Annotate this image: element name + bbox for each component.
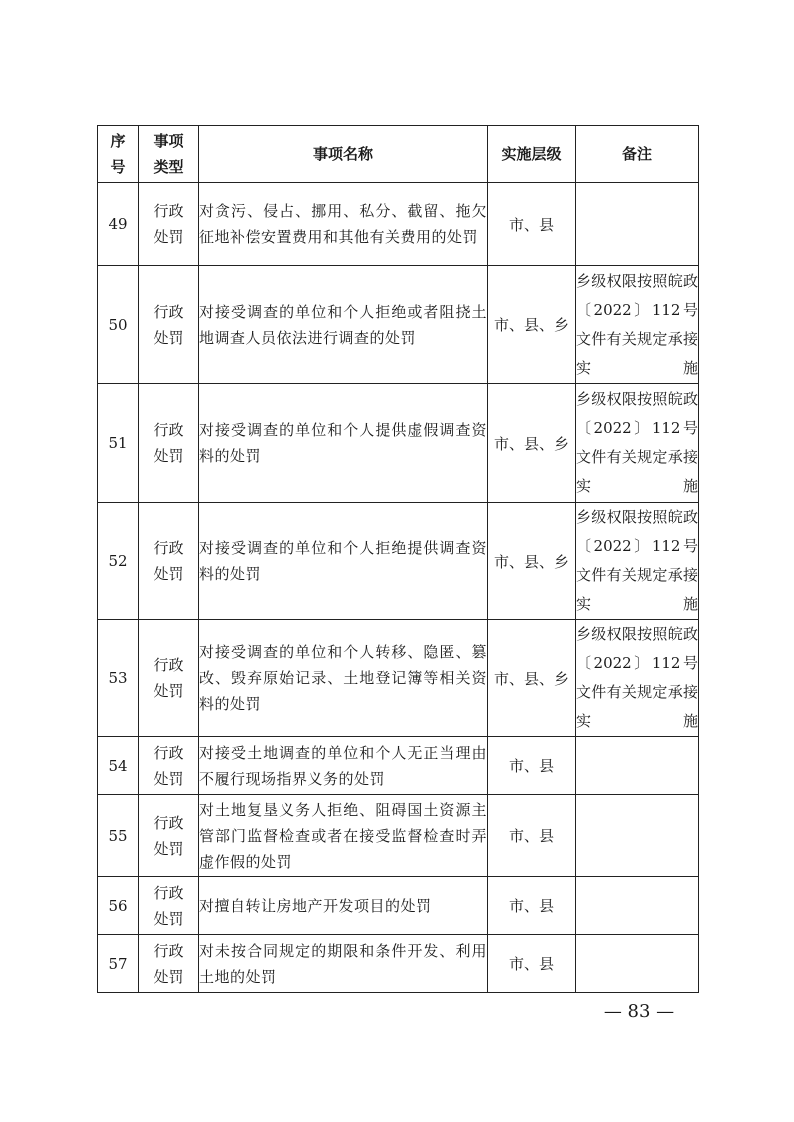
row-type: 行政处罚 <box>139 737 199 795</box>
row-type: 行政处罚 <box>139 503 199 620</box>
table-row <box>98 737 699 795</box>
row-type: 行政处罚 <box>139 266 199 384</box>
row-type: 行政处罚 <box>139 935 199 993</box>
table-row <box>98 877 699 935</box>
page-number: — 83 — <box>603 1001 675 1022</box>
row-seq: 52 <box>98 503 139 620</box>
header-seq: 序号 <box>98 126 139 183</box>
row-seq: 57 <box>98 935 139 993</box>
row-note <box>576 795 699 877</box>
row-level: 市、县 <box>488 877 576 935</box>
row-name: 对贪污、侵占、挪用、私分、截留、拖欠征地补偿安置费用和其他有关费用的处罚 <box>199 183 488 266</box>
row-name: 对接受调查的单位和个人转移、隐匿、篡改、毁弃原始记录、土地登记簿等相关资料的处罚 <box>199 620 488 737</box>
row-note <box>576 935 699 993</box>
row-note: 乡级权限按照皖政〔2022〕112号文件有关规定承接实施 <box>576 503 699 620</box>
table-row <box>98 183 699 266</box>
row-seq: 56 <box>98 877 139 935</box>
table-row <box>98 384 699 503</box>
row-seq: 49 <box>98 183 139 266</box>
table-row <box>98 503 699 620</box>
row-type: 行政处罚 <box>139 384 199 503</box>
header-level: 实施层级 <box>488 126 576 183</box>
row-name: 对接受调查的单位和个人提供虚假调查资料的处罚 <box>199 384 488 503</box>
row-level: 市、县、乡 <box>488 620 576 737</box>
row-seq: 51 <box>98 384 139 503</box>
row-level: 市、县、乡 <box>488 503 576 620</box>
row-name: 对接受调查的单位和个人拒绝或者阻挠土地调查人员依法进行调查的处罚 <box>199 266 488 384</box>
row-type: 行政处罚 <box>139 183 199 266</box>
matters-table <box>97 125 699 993</box>
table-row <box>98 935 699 993</box>
row-seq: 50 <box>98 266 139 384</box>
row-name: 对土地复垦义务人拒绝、阻碍国土资源主管部门监督检查或者在接受监督检查时弄虚作假的处罚 <box>199 795 488 877</box>
row-level: 市、县 <box>488 795 576 877</box>
row-name: 对未按合同规定的期限和条件开发、利用土地的处罚 <box>199 935 488 993</box>
row-note: 乡级权限按照皖政〔2022〕112号文件有关规定承接实施 <box>576 266 699 384</box>
row-note: 乡级权限按照皖政〔2022〕112号文件有关规定承接实施 <box>576 620 699 737</box>
row-type: 行政处罚 <box>139 795 199 877</box>
header-type: 事项类型 <box>139 126 199 183</box>
row-level: 市、县 <box>488 183 576 266</box>
row-type: 行政处罚 <box>139 620 199 737</box>
row-type: 行政处罚 <box>139 877 199 935</box>
row-name: 对接受调查的单位和个人拒绝提供调查资料的处罚 <box>199 503 488 620</box>
row-name: 对擅自转让房地产开发项目的处罚 <box>199 877 488 935</box>
row-note <box>576 877 699 935</box>
table-row <box>98 266 699 384</box>
header-name: 事项名称 <box>199 126 488 183</box>
row-note <box>576 183 699 266</box>
row-note <box>576 737 699 795</box>
row-level: 市、县、乡 <box>488 266 576 384</box>
row-name: 对接受土地调查的单位和个人无正当理由不履行现场指界义务的处罚 <box>199 737 488 795</box>
row-level: 市、县 <box>488 935 576 993</box>
row-level: 市、县、乡 <box>488 384 576 503</box>
row-note: 乡级权限按照皖政〔2022〕112号文件有关规定承接实施 <box>576 384 699 503</box>
row-seq: 54 <box>98 737 139 795</box>
table-row <box>98 795 699 877</box>
row-level: 市、县 <box>488 737 576 795</box>
row-seq: 53 <box>98 620 139 737</box>
row-seq: 55 <box>98 795 139 877</box>
header-note: 备注 <box>576 126 699 183</box>
table-row <box>98 620 699 737</box>
table-header-row <box>98 126 699 183</box>
